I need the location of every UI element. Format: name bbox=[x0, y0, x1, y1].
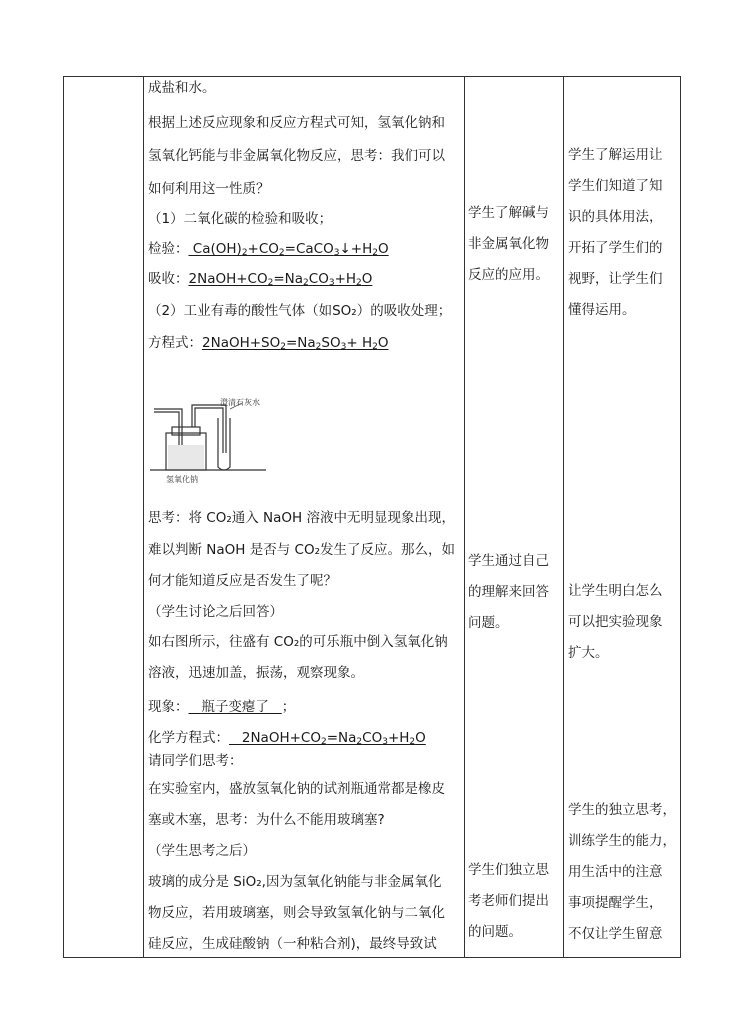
text-line: 学生的独立思考， bbox=[568, 802, 676, 818]
text-line: 训练学生的能力， bbox=[568, 833, 676, 849]
text-line: 难以判断 NaOH 是否与 CO₂发生了反应。那么，如 bbox=[148, 542, 455, 558]
equation-so2-line bbox=[148, 334, 388, 356]
text-line: 学生了解碱与 bbox=[468, 205, 549, 221]
text-line: 如何利用这一性质？ bbox=[148, 181, 270, 197]
design-intent-1 bbox=[568, 140, 663, 326]
text-line: 如右图所示，往盛有 CO₂的可乐瓶中倒入氢氧化钠 bbox=[148, 634, 448, 650]
student-activity-2 bbox=[468, 546, 549, 639]
design-intent-3 bbox=[568, 795, 676, 950]
text-line: 请同学们思考： bbox=[148, 753, 243, 769]
text-line: 何才能知道反应是否发生了呢？ bbox=[148, 573, 337, 589]
text-line: 可以把实验现象 bbox=[568, 614, 663, 630]
equation-absorb: $2NaOH+CO_2=Na_2CO_3+H_2O$ bbox=[188, 271, 373, 288]
text-line: 塞或木塞，思考：为什么不能用玻璃塞? bbox=[148, 812, 385, 828]
equation-label: 化学方程式： bbox=[148, 730, 229, 746]
chem-equation-line bbox=[148, 729, 426, 751]
equation-label: 方程式： bbox=[148, 335, 202, 351]
equation-absorb-line bbox=[148, 270, 372, 292]
text-line: 视野，让学生们 bbox=[568, 271, 663, 287]
phenomenon-label: 现象： bbox=[148, 699, 189, 715]
text-line: 让学生明白怎么 bbox=[568, 583, 663, 599]
phenomenon-end: ； bbox=[281, 699, 296, 715]
text-line: （学生讨论之后回答） bbox=[148, 604, 283, 620]
equation-label: 检验： bbox=[148, 241, 189, 257]
text-line: 的问题。 bbox=[468, 924, 522, 940]
text-line: 不仅让学生留意 bbox=[568, 926, 663, 942]
chem-equation: $2NaOH+CO_2=Na_2CO_3+H_2O$ bbox=[229, 730, 426, 747]
equation-test: $Ca(OH)_2+CO_2=CaCO_3↓+H_2O$ bbox=[188, 241, 389, 258]
text-line: 思考：将 CO₂通入 NaOH 溶液中无明显现象出现， bbox=[148, 510, 455, 526]
equation-test-line bbox=[148, 240, 389, 262]
text-line: 反应的应用。 bbox=[468, 267, 549, 283]
diagram-label-naoh: 氢氧化钠 bbox=[166, 475, 198, 484]
text-line: 学生们独立思 bbox=[468, 862, 549, 878]
diagram-label-limewater: 澄清石灰水 bbox=[220, 398, 260, 407]
text-line: 在实验室内，盛放氢氧化钠的试剂瓶通常都是橡皮 bbox=[148, 781, 445, 797]
text-line: （1）二氧化碳的检验和吸收； bbox=[148, 211, 333, 227]
text-line: 扩大。 bbox=[568, 645, 609, 661]
text-line: 学生通过自己 bbox=[468, 553, 549, 569]
equation-so2: $2NaOH+SO_2=Na_2SO_3+ H_2O$ bbox=[202, 335, 389, 352]
text-line: 成盐和水。 bbox=[148, 80, 216, 96]
phenomenon-line bbox=[148, 698, 295, 716]
text-line: 玻璃的成分是 SiO₂,因为氢氧化钠能与非金属氧化 bbox=[148, 874, 442, 890]
text-line: 物反应，若用玻璃塞，则会导致氢氧化钠与二氧化 bbox=[148, 905, 445, 921]
text-line: 事项提醒学生， bbox=[568, 895, 663, 911]
text-line: 用生活中的注意 bbox=[568, 864, 663, 880]
text-line: 识的具体用法， bbox=[568, 209, 663, 225]
design-intent-2 bbox=[568, 576, 663, 669]
student-activity-1 bbox=[468, 198, 549, 291]
text-line: 硅反应，生成硅酸钠（一种粘合剂)，最终导致试 bbox=[148, 936, 437, 952]
text-line: （2）工业有毒的酸性气体（如SO₂）的吸收处理； bbox=[148, 303, 452, 319]
column-stage bbox=[64, 77, 144, 957]
text-line: 懂得运用。 bbox=[568, 302, 636, 318]
text-line: 的理解来回答 bbox=[468, 584, 549, 600]
text-line: 考老师们提出 bbox=[468, 893, 549, 909]
text-line: 学生了解运用让 bbox=[568, 147, 663, 163]
text-line: 根据上述反应现象和反应方程式可知，氢氧化钠和 bbox=[148, 115, 445, 131]
text-line: 氢氧化钙能与非金属氧化物反应，思考：我们可以 bbox=[148, 148, 445, 164]
text-line: 学生们知道了知 bbox=[568, 178, 663, 194]
student-activity-3 bbox=[468, 855, 549, 948]
text-line: 开拓了学生们的 bbox=[568, 240, 663, 256]
text-line: 问题。 bbox=[468, 615, 509, 631]
phenomenon-answer-text: 瓶子变瘪了 bbox=[201, 699, 269, 715]
phenomenon-answer bbox=[189, 699, 282, 715]
equation-label: 吸收： bbox=[148, 271, 189, 287]
apparatus-diagram bbox=[144, 393, 269, 492]
text-line: 非金属氧化物 bbox=[468, 236, 549, 252]
text-line: 溶液，迅速加盖，振荡，观察现象。 bbox=[148, 665, 364, 681]
text-line: （学生思考之后） bbox=[148, 843, 256, 859]
